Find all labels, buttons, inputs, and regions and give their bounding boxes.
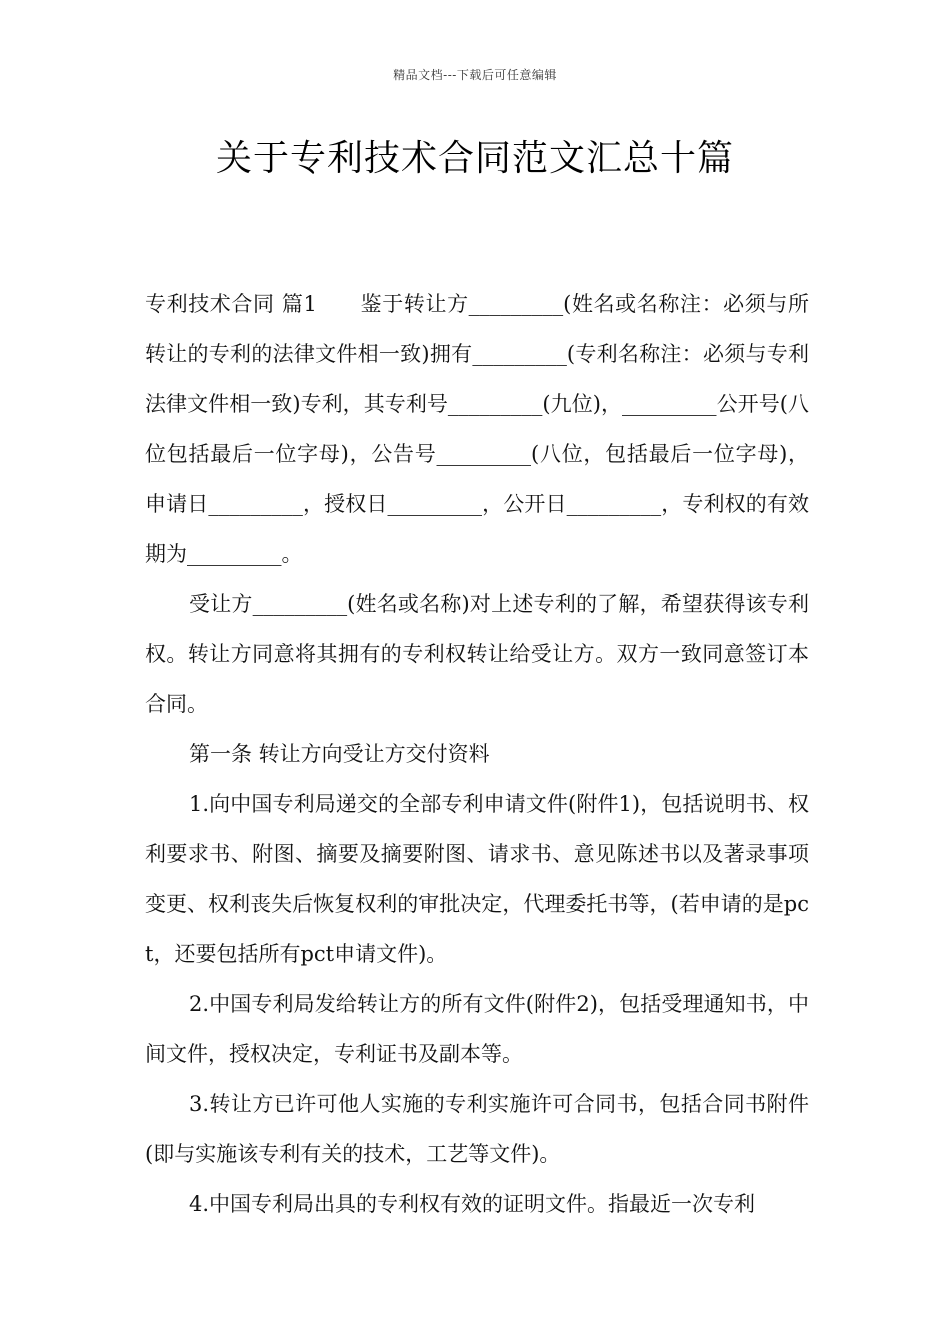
paragraph-item-2: 2.中国专利局发给转让方的所有文件(附件2)，包括受理通知书，中间文件，授权决定，专利证书及副本等。 <box>145 992 809 1066</box>
paragraph-item-3: 3.转让方已许可他人实施的专利实施许可合同书，包括合同书附件(即与实施该专利有关的技术，工艺等文件)。 <box>145 1092 809 1166</box>
paragraph-item-4: 4.中国专利局出具的专利权有效的证明文件。指最近一次专利 <box>189 1192 756 1216</box>
paragraph-transferee: 受让方_________(姓名或名称)对上述专利的了解，希望获得该专利权。转让方同意将其拥有的专利权转让给受让方。双方一致同意签订本合同。 <box>145 592 809 716</box>
document-title: 关于专利技术合同范文汇总十篇 <box>215 138 734 179</box>
header-note: 精品文档---下载后可任意编辑 <box>393 68 557 82</box>
paragraph-item-1: 1.向中国专利局递交的全部专利申请文件(附件1)，包括说明书、权利要求书、附图、摘要及摘要附图、请求书、意见陈述书以及著录事项变更、权利丧失后恢复权利的审批决定，代理委托书等，(若申请的是pct，还要包括所有pct申请文件)。 <box>145 792 809 966</box>
article-heading: 第一条 转让方向受让方交付资料 <box>189 742 490 766</box>
document-body <box>145 279 809 1229</box>
paragraph-intro: 专利技术合同 篇1 鉴于转让方_________(姓名或名称注：必须与所转让的专利的法律文件相一致)拥有_________(专利名称注：必须与专利法律文件相一致)专利，其专利号_________(九位)，_________公开号(八位包括最后一位字母)，公告号_________(八位，包括最后一位字母)，申请日_________，授权日_________，公开日_________，专利权的有效期为_________。 <box>145 292 809 566</box>
